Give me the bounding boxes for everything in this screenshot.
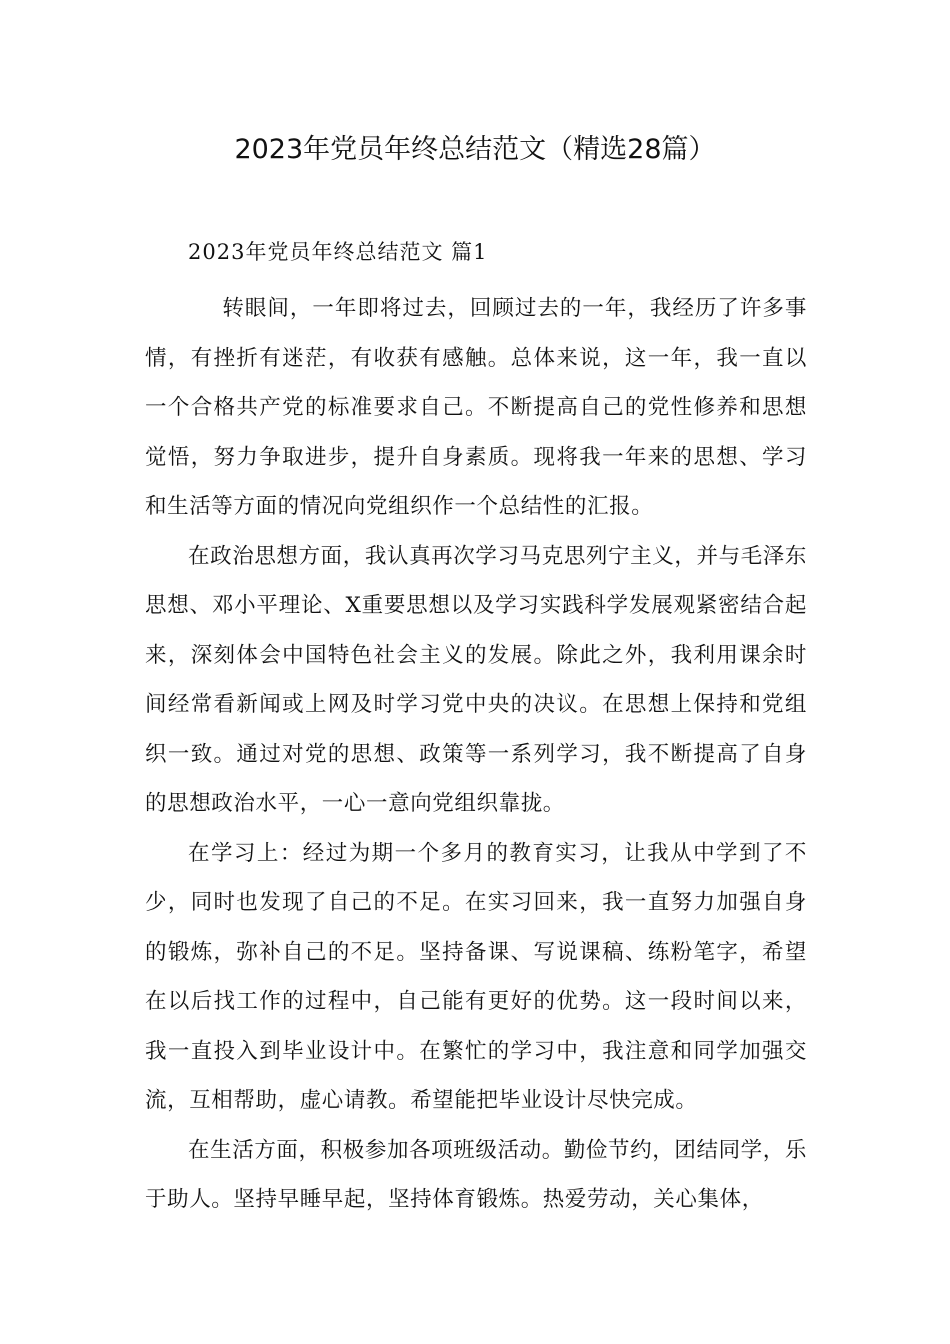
document-title: 2023年党员年终总结范文（精选28篇）	[234, 134, 716, 165]
paragraph: 在生活方面，积极参加各项班级活动。勤俭节约，团结同学，乐于助人。坚持早睡早起，坚持体育锻炼。热爱劳动，关心集体，	[145, 1137, 807, 1212]
document-body	[145, 284, 807, 1225]
paragraph: 在学习上：经过为期一个多月的教育实习，让我从中学到了不少，同时也发现了自己的不足。在实习回来，我一直努力加强自身的锻炼，弥补自己的不足。坚持备课、写说课稿、练粉笔字，希望在以后找工作的过程中，自己能有更好的优势。这一段时间以来，我一直投入到毕业设计中。在繁忙的学习中，我注意和同学加强交流，互相帮助，虚心请教。希望能把毕业设计尽快完成。	[145, 840, 807, 1113]
section-heading: 2023年党员年终总结范文 篇1	[188, 240, 488, 264]
paragraph: 在政治思想方面，我认真再次学习马克思列宁主义，并与毛泽东思想、邓小平理论、X重要思想以及学习实践科学发展观紧密结合起来，深刻体会中国特色社会主义的发展。除此之外，我利用课余时间经常看新闻或上网及时学习党中央的决议。在思想上保持和党组织一致。通过对党的思想、政策等一系列学习，我不断提高了自身的思想政治水平，一心一意向党组织靠拢。	[145, 543, 807, 816]
paragraph: 转眼间，一年即将过去，回顾过去的一年，我经历了许多事情，有挫折有迷茫，有收获有感触。总体来说，这一年，我一直以一个合格共产党的标准要求自己。不断提高自己的党性修养和思想觉悟，努力争取进步，提升自身素质。现将我一年来的思想、学习和生活等方面的情况向党组织作一个总结性的汇报。	[145, 296, 807, 519]
